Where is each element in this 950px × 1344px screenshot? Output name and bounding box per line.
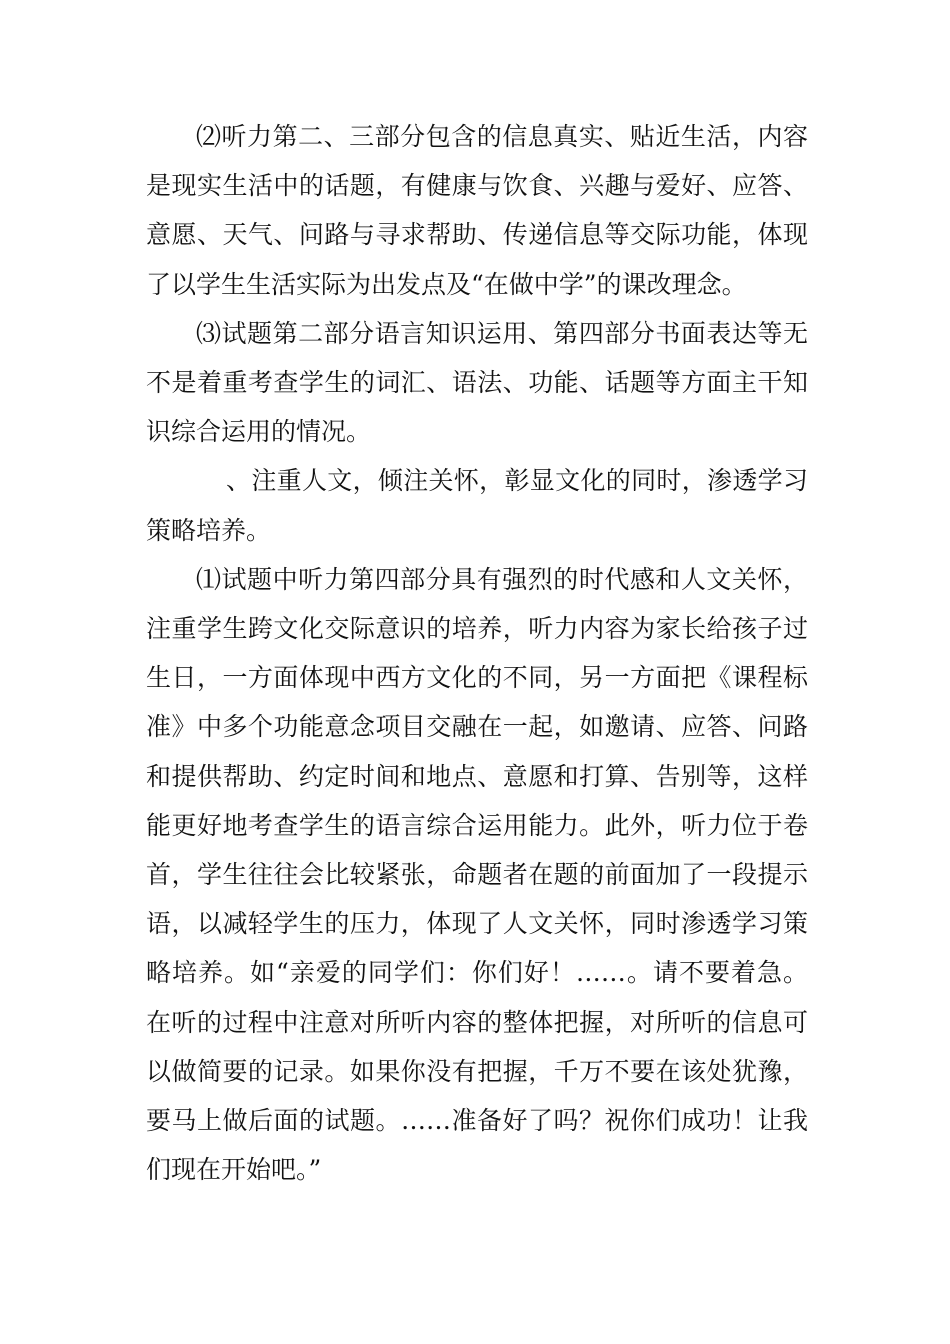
paragraph-listening-part-4: ⑴试题中听力第四部分具有强烈的时代感和人文关怀，注重学生跨文化交际意识的培养，听力内容为家长给孩子过生日，一方面体现中西方文化的不同，另一方面把《课程标准》中多个功能意念项目交融在一起，如邀请、应答、问路和提供帮助、约定时间和地点、意愿和打算、告别等，这样能更好地考查学生的语言综合运用能力。此外，听力位于卷首，学生往往会比较紧张，命题者在题的前面加了一段提示语，以减轻学生的压力，体现了人文关怀，同时渗透学习策略培养。如“亲爱的同学们：你们好！……。请不要着急。在听的过程中注意对所听内容的整体把握，对所听的信息可以做简要的记录。如果你没有把握，千万不要在该处犹豫，要马上做后面的试题。……准备好了吗？祝你们成功！让我们现在开始吧。” <box>146 564 808 1185</box>
paragraph-language-knowledge: ⑶试题第二部分语言知识运用、第四部分书面表达等无不是着重考查学生的词汇、语法、功能、话题等方面主干知识综合运用的情况。 <box>146 318 808 447</box>
paragraph-listening-part-2-3: ⑵听力第二、三部分包含的信息真实、贴近生活，内容是现实生活中的话题，有健康与饮食、兴趣与爱好、应答、意愿、天气、问路与寻求帮助、传递信息等交际功能，体现了以学生生活实际为出发点及“在做中学”的课改理念。 <box>146 122 808 299</box>
paragraph-humanistic-care-heading: 、注重人文，倾注关怀，彰显文化的同时，渗透学习策略培养。 <box>146 466 808 545</box>
body-text <box>146 112 808 1194</box>
